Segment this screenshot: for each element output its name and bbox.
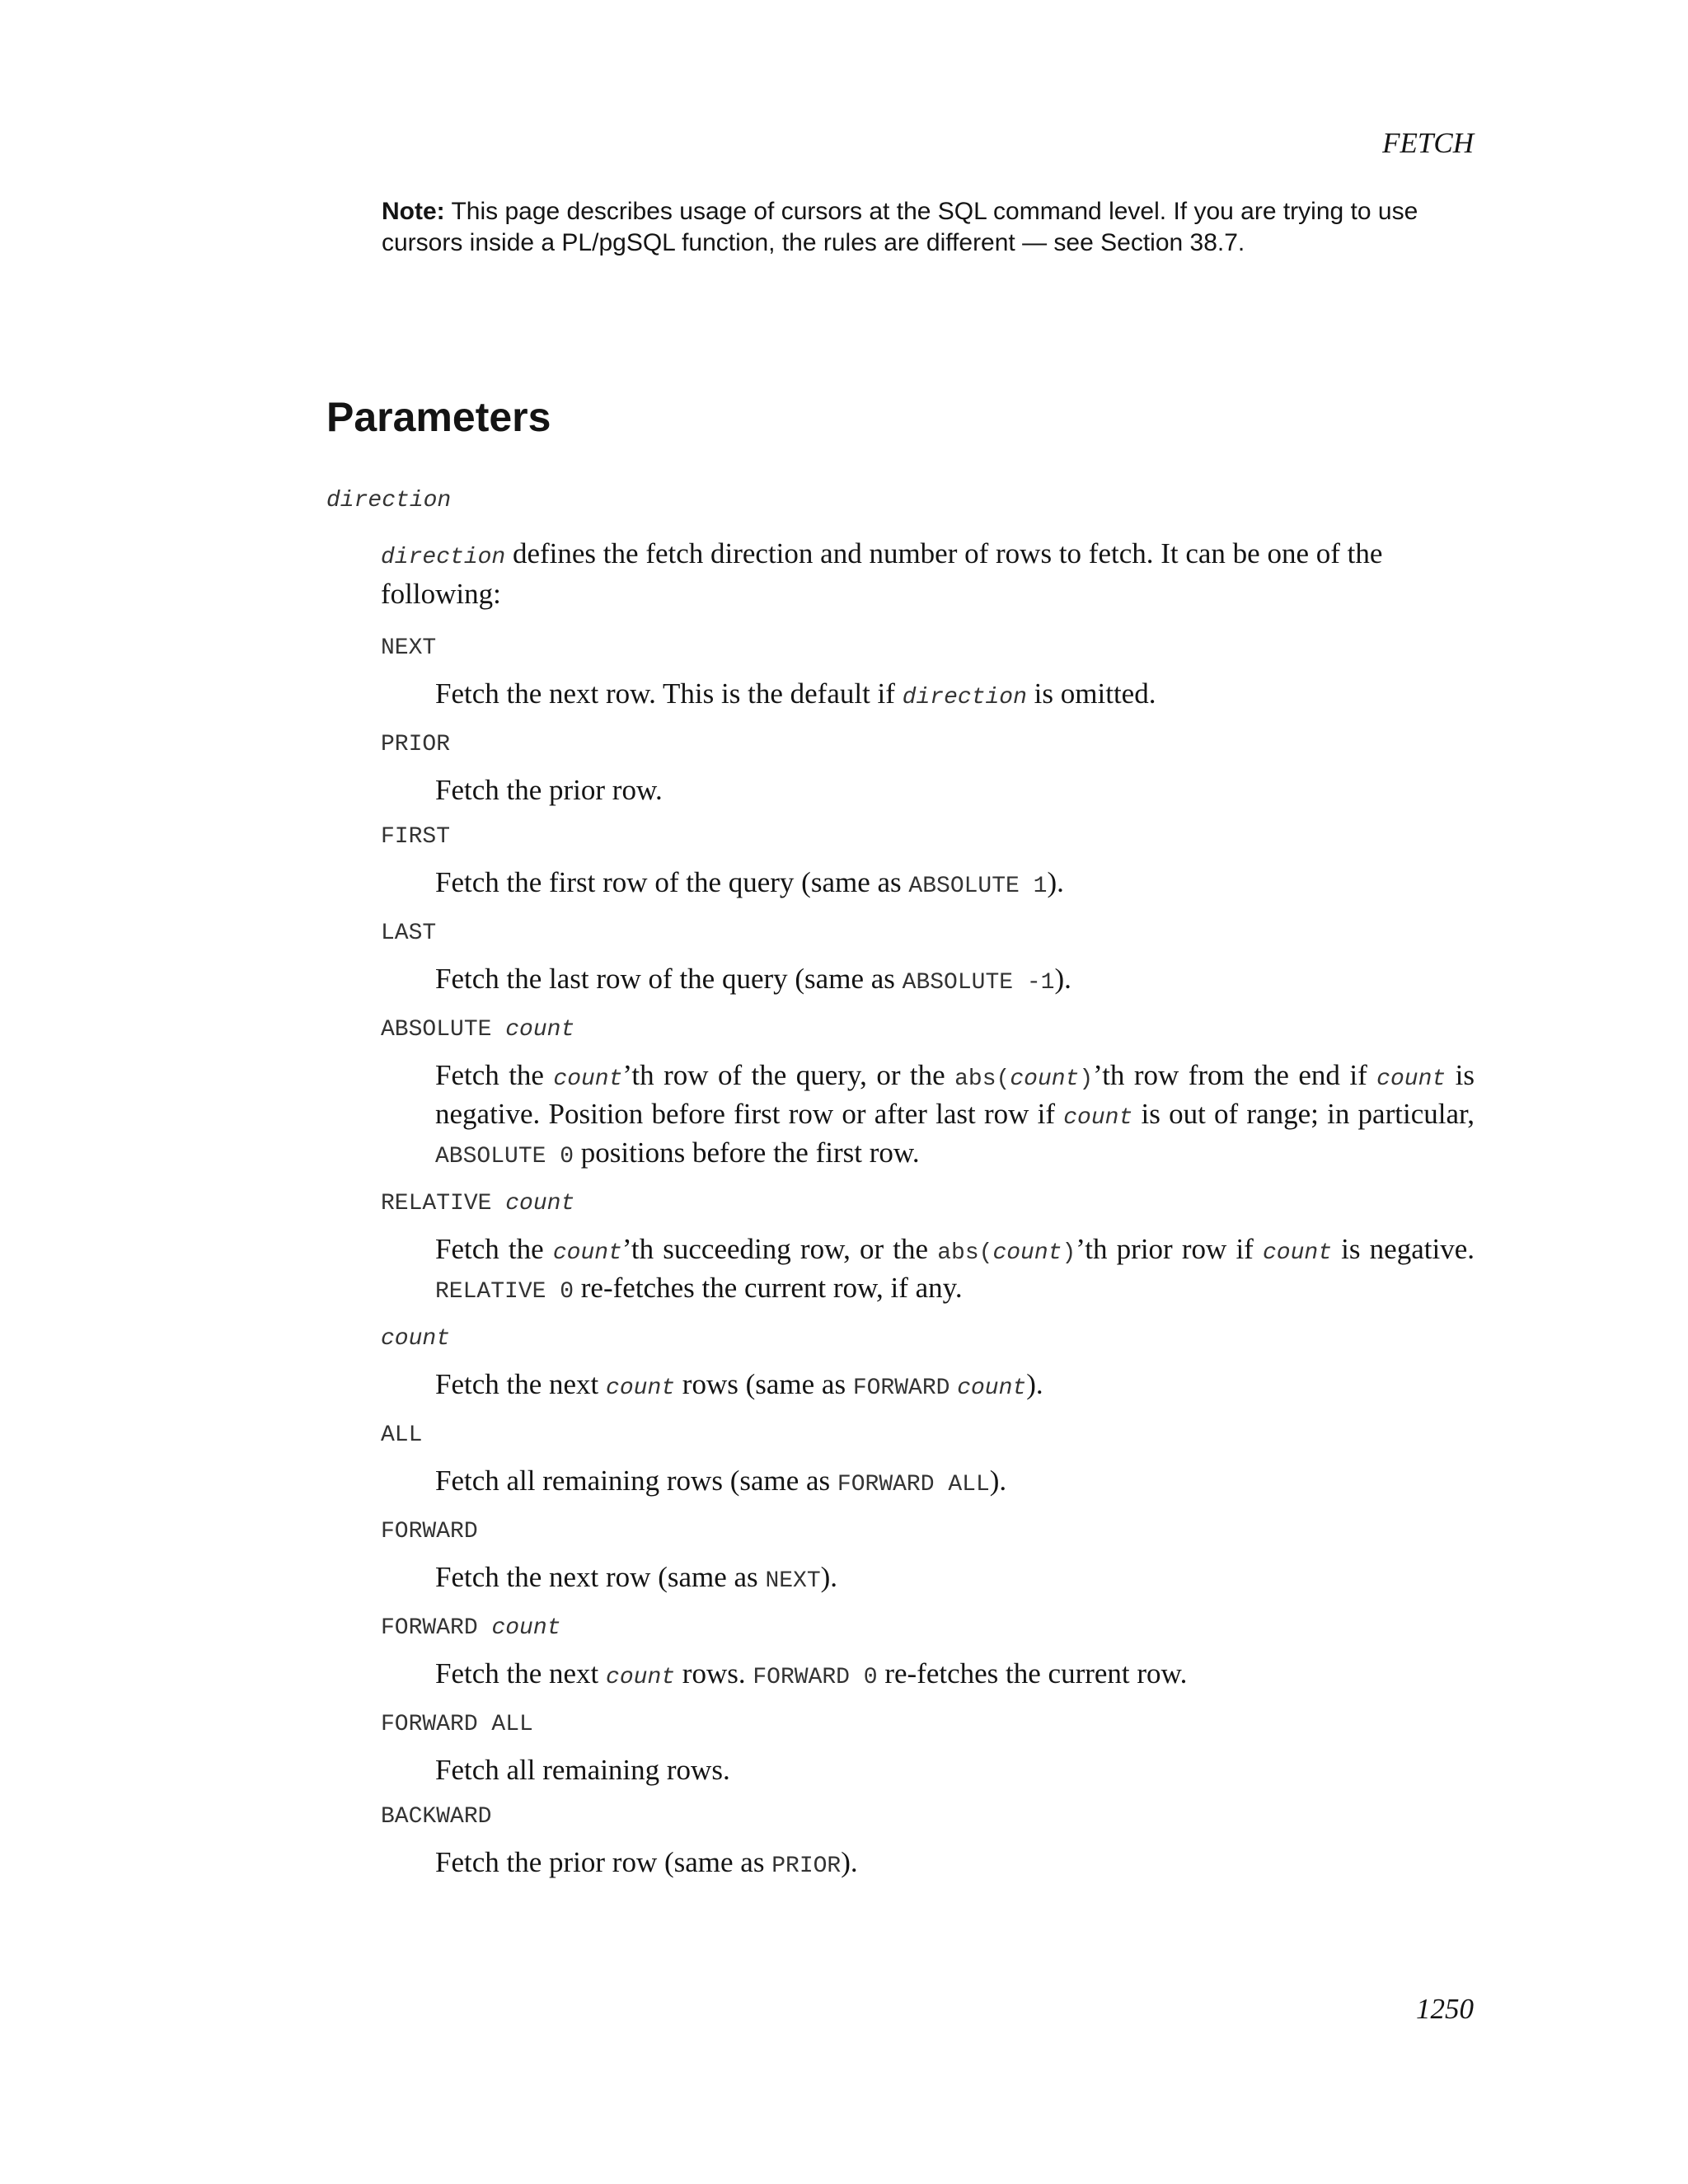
option-term: FORWARD count <box>381 1615 561 1641</box>
parameter-list <box>326 486 1475 1899</box>
option-backward <box>381 1802 1475 1884</box>
inline-code: direction <box>381 545 506 570</box>
option-last <box>381 919 1475 1001</box>
note-label: Note: <box>382 198 445 225</box>
option-next <box>381 634 1475 715</box>
option-term: count <box>381 1326 451 1352</box>
option-desc: Fetch the next count rows (same as FORWARD count). <box>435 1368 1043 1401</box>
option-forward-all <box>381 1710 1475 1788</box>
option-term: NEXT <box>381 635 437 661</box>
option-term: ABSOLUTE count <box>381 1017 575 1043</box>
option-desc: Fetch all remaining rows. <box>435 1754 730 1786</box>
page-number: 1250 <box>1416 1993 1474 2025</box>
option-desc: Fetch the count’th row of the query, or the abs(count)’th row from the end if count is negative. Position before first row or after last row if count is out of range; in particular, ABSOLUTE 0 positions before the first row. <box>435 1059 1475 1169</box>
option-term: FIRST <box>381 824 451 850</box>
note-text: This page describes usage of cursors at the SQL command level. If you are trying to use cursors inside a PL/pgSQL function, the rules are different — see Section 38.7. <box>382 198 1418 256</box>
param-term-direction: direction <box>326 488 452 513</box>
direction-options <box>381 634 1475 1884</box>
option-desc: Fetch the prior row (same as PRIOR). <box>435 1846 858 1879</box>
running-header: FETCH <box>1382 127 1474 159</box>
option-forward-count <box>381 1614 1475 1695</box>
option-desc: Fetch the next row. This is the default if direction is omitted. <box>435 677 1156 710</box>
option-first <box>381 823 1475 904</box>
option-desc: Fetch the next count rows. FORWARD 0 re-fetches the current row. <box>435 1657 1188 1690</box>
option-all <box>381 1421 1475 1502</box>
option-desc: Fetch the last row of the query (same as ABSOLUTE -1). <box>435 963 1071 996</box>
param-desc-direction <box>381 536 1475 612</box>
option-desc: Fetch the next row (same as NEXT). <box>435 1561 838 1594</box>
option-desc: Fetch all remaining rows (same as FORWARD ALL). <box>435 1465 1007 1497</box>
option-term: PRIOR <box>381 732 451 757</box>
option-term: LAST <box>381 921 437 946</box>
option-desc: Fetch the prior row. <box>435 774 663 806</box>
option-term: FORWARD <box>381 1519 478 1544</box>
option-term: FORWARD ALL <box>381 1712 533 1737</box>
option-term: BACKWARD <box>381 1804 492 1830</box>
option-relative <box>381 1189 1475 1310</box>
option-prior <box>381 730 1475 808</box>
option-absolute <box>381 1015 1475 1174</box>
option-desc: Fetch the count’th succeeding row, or the abs(count)’th prior row if count is negative. RELATIVE 0 re-fetches the current row, if any. <box>435 1233 1475 1305</box>
option-desc: Fetch the first row of the query (same as ABSOLUTE 1). <box>435 866 1064 899</box>
option-forward <box>381 1517 1475 1599</box>
option-term: ALL <box>381 1422 423 1448</box>
option-term: RELATIVE count <box>381 1191 575 1216</box>
option-count <box>381 1324 1475 1406</box>
note-box <box>382 196 1475 259</box>
section-title: Parameters <box>326 394 551 440</box>
desc-text: defines the fetch direction and number of rows to fetch. It can be one of the following: <box>381 537 1383 610</box>
